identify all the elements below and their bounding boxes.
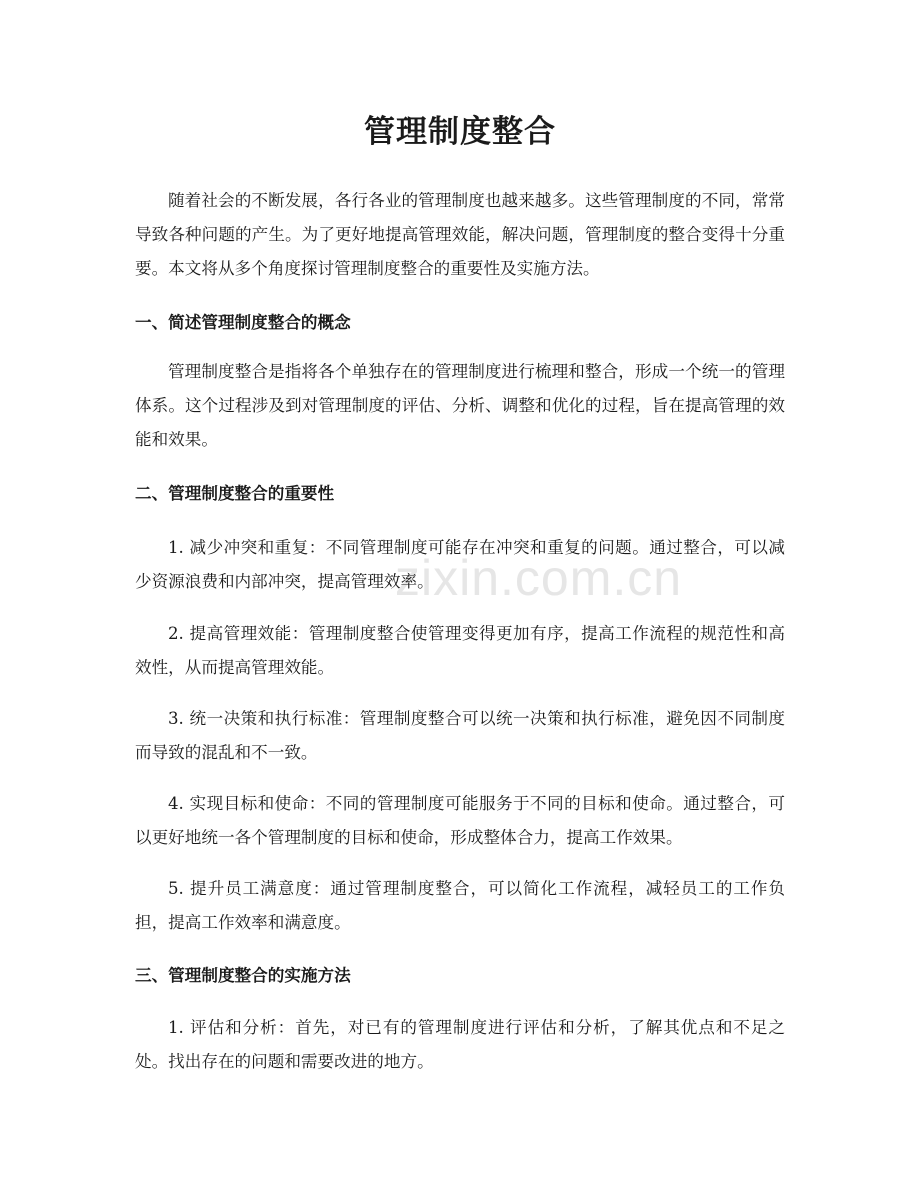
section-2-item-2: 2. 提高管理效能：管理制度整合使管理变得更加有序，提高工作流程的规范性和高效性，从而提高管理效能。 [135,624,785,677]
section-3-item-1: 1. 评估和分析：首先，对已有的管理制度进行评估和分析，了解其优点和不足之处。找出存在的问题和需要改进的地方。 [135,1018,785,1071]
section-2-item-4: 4. 实现目标和使命：不同的管理制度可能服务于不同的目标和使命。通过整合，可以更好地统一各个管理制度的目标和使命，形成整体合力，提高工作效果。 [135,794,785,847]
section-3-heading: 三、管理制度整合的实施方法 [135,966,351,985]
section-1-heading: 一、简述管理制度整合的概念 [135,313,351,332]
section-1-paragraph-1: 管理制度整合是指将各个单独存在的管理制度进行梳理和整合，形成一个统一的管理体系。这个过程涉及到对管理制度的评估、分析、调整和优化的过程，旨在提高管理的效能和效果。 [135,362,785,449]
section-2-item-5: 5. 提升员工满意度：通过管理制度整合，可以简化工作流程，减轻员工的工作负担，提高工作效率和满意度。 [135,879,785,932]
intro-paragraph: 随着社会的不断发展，各行各业的管理制度也越来越多。这些管理制度的不同，常常导致各种问题的产生。为了更好地提高管理效能，解决问题，管理制度的整合变得十分重要。本文将从多个角度探讨管理制度整合的重要性及实施方法。 [135,191,785,278]
section-2-item-1: 1. 减少冲突和重复：不同管理制度可能存在冲突和重复的问题。通过整合，可以减少资源浪费和内部冲突，提高管理效率。 [135,538,785,591]
watermark: zixin.com.cn [395,550,683,606]
section-2-heading: 二、管理制度整合的重要性 [135,484,335,503]
section-2-item-3: 3. 统一决策和执行标准：管理制度整合可以统一决策和执行标准，避免因不同制度而导致的混乱和不一致。 [135,709,785,762]
document-title: 管理制度整合 [364,114,556,150]
